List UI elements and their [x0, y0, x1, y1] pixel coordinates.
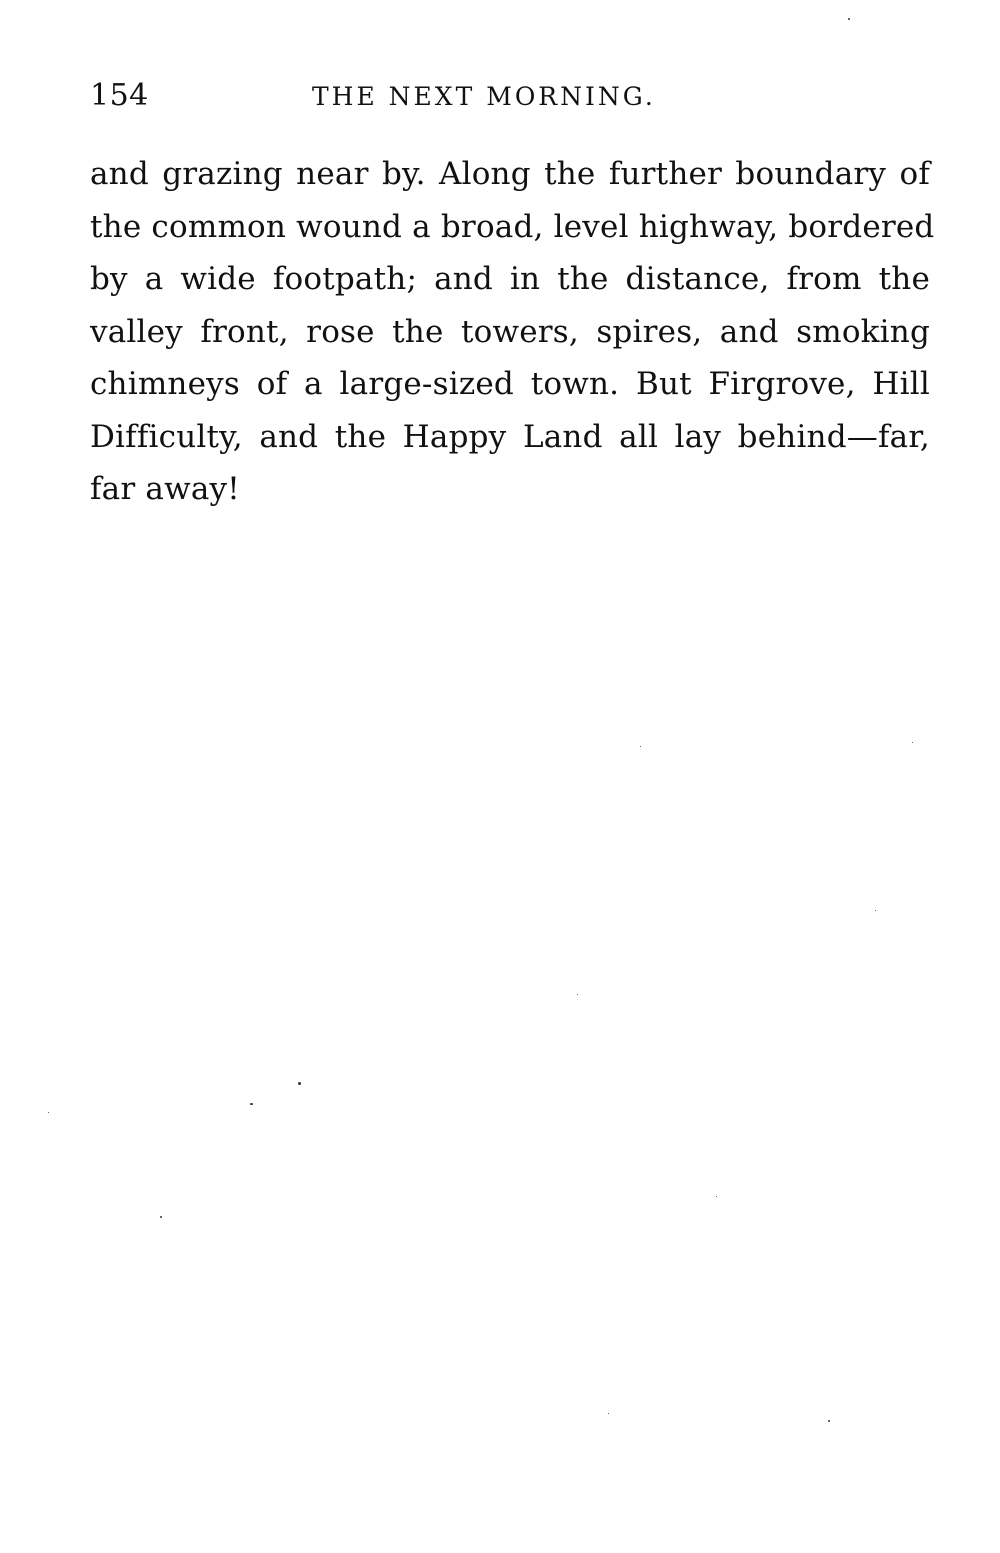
body-paragraph: [90, 148, 935, 516]
scan-speck: [912, 742, 913, 743]
scan-speck: [608, 1413, 609, 1414]
text-line: by a wide footpath; and in the distance, from the: [90, 261, 930, 297]
scan-speck: [848, 18, 850, 20]
scan-speck: [828, 1420, 830, 1422]
scan-speck: [640, 746, 641, 747]
running-title: THE NEXT MORNING.: [312, 82, 656, 111]
scan-speck: [48, 1112, 49, 1113]
text-line: and grazing near by. Along the further boundary of: [90, 156, 930, 192]
scan-speck: [160, 1216, 162, 1218]
scan-speck: [298, 1082, 301, 1085]
text-line: far away!: [90, 471, 240, 507]
scan-speck: [250, 1103, 253, 1105]
page-header: [90, 78, 930, 118]
scan-speck: [716, 1196, 717, 1197]
scan-speck: [577, 994, 578, 995]
scan-speck: [875, 910, 876, 911]
text-line: chimneys of a large-sized town. But Firgrove, Hill: [90, 366, 930, 402]
text-line: Difficulty, and the Happy Land all lay behind—far,: [90, 418, 930, 455]
text-line: the common wound a broad, level highway, bordered: [90, 208, 935, 245]
text-line: valley front, rose the towers, spires, and smoking: [90, 313, 930, 350]
page-number: 154: [90, 78, 149, 113]
